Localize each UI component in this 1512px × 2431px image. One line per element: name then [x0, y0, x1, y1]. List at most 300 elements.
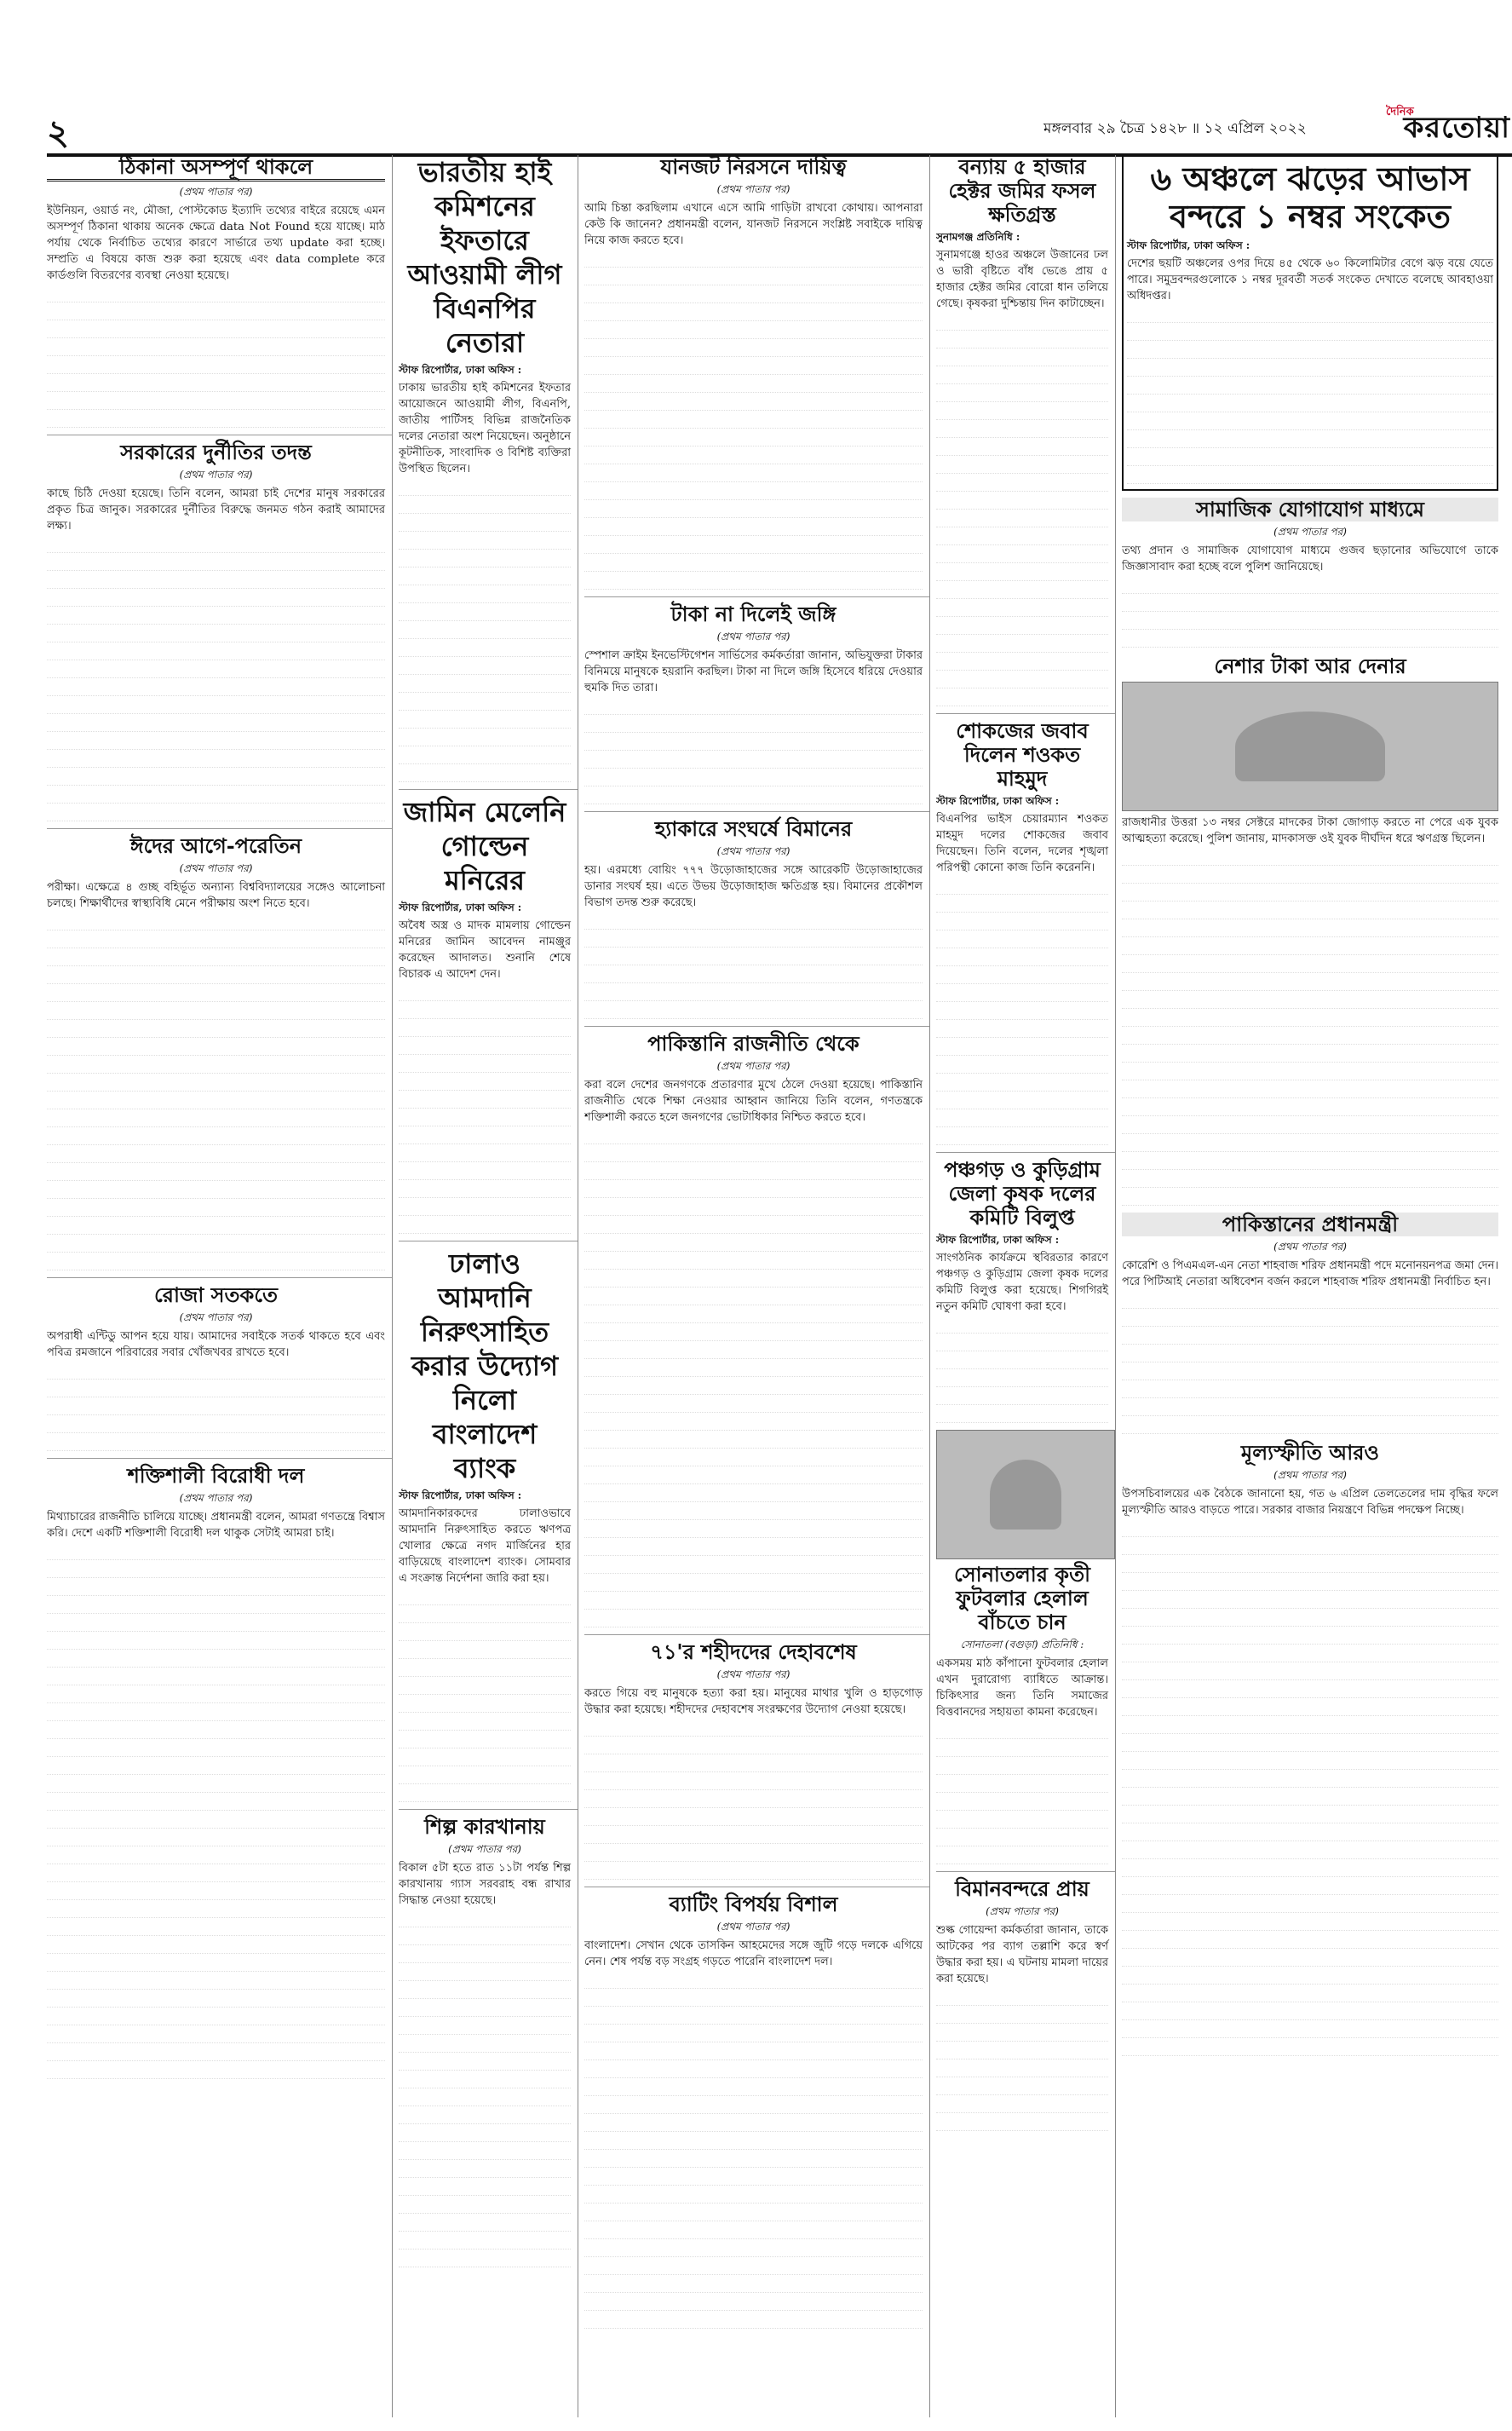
divider	[936, 1871, 1115, 1872]
text-line	[47, 1616, 385, 1632]
article-body: কোরেশি ও পিএমএল-এন নেতা শাহবাজ শরিফ প্রধানমন্ত্রী পদে মনোনয়নপত্র জমা দেন। পরে পিটিআই নেতারা অধিবেশন বর্জন করলে শাহবাজ শরিফ প্রধানমন্ত্রী নির্বাচিত হন।	[1122, 1259, 1498, 1288]
text-line	[47, 1236, 385, 1253]
text-line	[936, 896, 1108, 913]
text-line	[399, 1003, 571, 1019]
text-line	[1122, 850, 1498, 866]
text-line	[584, 1522, 923, 1538]
text-line	[584, 2205, 923, 2221]
text-line	[47, 1991, 385, 2008]
article-title: পাকিস্তানি রাজনীতি থেকে	[647, 1031, 859, 1056]
article	[399, 1815, 571, 2267]
text-line	[47, 2027, 385, 2043]
text-line	[47, 1598, 385, 1614]
text-line	[584, 1792, 923, 1808]
article-title: সামাজিক যোগাযোগ মাধ্যমে	[1122, 498, 1498, 521]
text-line	[584, 1593, 923, 1610]
text-line	[399, 2001, 571, 2017]
text-line	[936, 672, 1108, 688]
text-line	[936, 314, 1108, 331]
article-title: শোকজের জবাব দিলেন শওকত মাহমুদ	[956, 718, 1089, 791]
text-line	[399, 2019, 571, 2035]
text-line	[1122, 1897, 1498, 1913]
text-line	[47, 555, 385, 571]
article-title: শক্তিশালী বিরোধী দল	[127, 1463, 305, 1488]
text-line	[47, 1920, 385, 1936]
text-line	[584, 1182, 923, 1198]
text-line	[936, 1371, 1108, 1387]
text-line	[584, 377, 923, 393]
text-line	[47, 716, 385, 732]
text-line	[47, 394, 385, 410]
text-line	[399, 1057, 571, 1073]
article-body: ঢাকায় ভারতীয় হাই কমিশনের ইফতার আয়োজনে আওয়ামী লীগ, বিএনপি, জাতীয় পার্টিসহ বিভিন্ন রাজনৈতিক দলের নেতারা অংশ নিয়েছেন। অনুষ্ঠানে কূটনীতিক, সাংবাদিক ও বিশিষ্ট ব্যক্তিরা উপস্থিত ছিলেন।	[399, 382, 571, 475]
text-line	[399, 1589, 571, 1605]
text-line	[1122, 867, 1498, 884]
text-line	[1122, 1843, 1498, 1859]
divider	[936, 1152, 1115, 1153]
text-line	[1127, 468, 1493, 484]
text-line	[936, 440, 1108, 456]
text-line	[47, 950, 385, 966]
text-line	[936, 1848, 1108, 1864]
text-line	[47, 412, 385, 428]
text-line	[1122, 2004, 1498, 2020]
article	[584, 1892, 923, 2329]
article	[399, 1247, 571, 1802]
text-line	[47, 1218, 385, 1235]
text-line	[47, 680, 385, 696]
text-line	[47, 304, 385, 320]
text-line	[1122, 1718, 1498, 1734]
article-title: টাকা না দিলেই জঙ্গি	[670, 602, 836, 626]
article-title: মূল্যস্ফীতি আরও	[1240, 1440, 1380, 1465]
text-line	[584, 1828, 923, 1844]
text-line	[936, 475, 1108, 492]
text-line	[47, 1705, 385, 1721]
text-line	[1122, 1118, 1498, 1134]
text-line	[936, 1353, 1108, 1369]
text-line	[584, 538, 923, 554]
article	[584, 1032, 923, 1627]
article-body: ইউনিয়ন, ওয়ার্ড নং, মৌজা, পোস্টকোড ইত্যাদি তথ্যের বাইরে রয়েছে এমন অসম্পূর্ণ ঠিকানা থাকায় অনেক ক্ষেত্রে data Not Found হয়ে যাচ্ছে। মাঠ পর্যায় থেকে নির্বাচিত তথ্যের কারণে সার্ভারে তথ্য update করা হচ্ছে। সম্প্রতি এ বিষয়ে কাজ শুরু করা হয়েছে এবং data complete করে কার্ডগুলি বিতরণের ব্যবস্থা নেওয়া হয়েছে।	[47, 205, 385, 282]
text-line	[399, 480, 571, 496]
article	[936, 155, 1108, 706]
article-continuation: (প্রথম পাতার পর)	[716, 183, 790, 195]
text-line	[936, 1759, 1108, 1775]
text-line	[584, 770, 923, 786]
article-body: বাংলাদেশ। সেখান থেকে তাসকিন আহমেদের সঙ্গে জুটি গড়ে দলকে এগিয়ে নেন। শেষ পর্যন্ত বড় সংগ্রহ গড়তে পারেনি বাংলাদেশ দল।	[584, 1939, 923, 1968]
article	[1122, 1441, 1498, 2056]
article-body: স্পেশাল ক্রাইম ইনভেস্টিগেশন সার্ভিসের কর্মকর্তারা জানান, অভিযুক্তরা টাকার বিনিময়ে মানুষকে হয়রানি করছিল। টাকা না দিলে জঙ্গি হিসেবে ধরিয়ে দেওয়ার হুমকি দিত তারা।	[584, 649, 923, 694]
article-title: ঈদের আগে-পরেতিন	[129, 833, 302, 858]
text-line	[1122, 1364, 1498, 1380]
text-line	[399, 730, 571, 746]
text-line	[584, 359, 923, 375]
text-line	[47, 376, 385, 392]
article	[47, 155, 385, 428]
text-line	[584, 466, 923, 482]
text-line	[1122, 1172, 1498, 1188]
text-line	[47, 1417, 385, 1433]
text-line	[47, 608, 385, 625]
text-line	[584, 1468, 923, 1484]
article	[1122, 1213, 1498, 1434]
text-line	[47, 1956, 385, 1972]
article	[399, 795, 571, 1234]
text-line	[1122, 1950, 1498, 1967]
text-line	[584, 913, 923, 930]
text-line	[584, 2062, 923, 2078]
text-line	[1122, 1861, 1498, 1877]
text-line	[936, 1389, 1108, 1405]
article	[47, 1464, 385, 2079]
article	[584, 1640, 923, 1880]
text-line	[1122, 1789, 1498, 1806]
text-line	[936, 2079, 1108, 2095]
text-line	[399, 1786, 571, 1802]
text-line	[47, 1741, 385, 1757]
text-line	[584, 2295, 923, 2311]
divider	[584, 811, 929, 812]
text-line	[584, 1774, 923, 1790]
logo-text: করতোয়া	[1403, 111, 1510, 145]
text-line	[584, 1164, 923, 1180]
divider	[399, 1809, 578, 1810]
text-line	[47, 1201, 385, 1217]
text-line	[936, 914, 1108, 930]
text-line	[936, 1830, 1108, 1846]
divider	[47, 828, 392, 829]
article-title: জামিন মেলেনি গোল্ডেন মনিরের	[403, 796, 566, 896]
article-title: শিল্প কারখানায়	[424, 1814, 545, 1839]
text-line	[47, 1723, 385, 1739]
text-line	[47, 1057, 385, 1074]
text-line	[584, 752, 923, 769]
text-line	[584, 1325, 923, 1341]
text-line	[399, 1911, 571, 1927]
article	[47, 1283, 385, 1451]
article-title: হ্যাকারে সংঘর্ষে বিমানের	[654, 816, 853, 841]
text-line	[936, 1057, 1108, 1074]
text-line	[47, 698, 385, 714]
text-line	[584, 1846, 923, 1862]
text-line	[584, 2008, 923, 2025]
text-line	[936, 2043, 1108, 2059]
text-line	[399, 712, 571, 729]
text-line	[47, 1973, 385, 1990]
text-line	[584, 1576, 923, 1592]
text-line	[1122, 1700, 1498, 1716]
text-line	[584, 1271, 923, 1288]
page-header	[47, 101, 1512, 157]
text-line	[584, 985, 923, 1001]
text-line	[936, 2008, 1108, 2024]
article-byline: স্টাফ রিপোর্টার, ঢাকা অফিস :	[1127, 239, 1250, 251]
text-line	[936, 1129, 1108, 1145]
text-line	[584, 1738, 923, 1754]
text-line	[47, 805, 385, 821]
article-continuation: (প্রথম পাতার পর)	[179, 469, 253, 481]
text-line	[47, 1759, 385, 1775]
person-icon	[1235, 711, 1385, 782]
text-line	[584, 1558, 923, 1574]
text-line	[1122, 1986, 1498, 2002]
text-line	[399, 1021, 571, 1037]
text-line	[584, 430, 923, 446]
article	[936, 1563, 1108, 1864]
text-line	[399, 1768, 571, 1784]
article-body: অপরাধী এন্টিডু আপন হয়ে যায়। আমাদের সবাইকে সতর্ক থাকতে হবে এবং পবিত্র রমজানে পরিবারের সবার খোঁজখবর রাখতে হবে।	[47, 1330, 385, 1359]
article-byline: সুনামগঞ্জ প্রতিনিধি :	[936, 231, 1020, 243]
text-line	[47, 1687, 385, 1703]
article-body: সাংগঠনিক কার্যক্রমে স্থবিরতার কারণে পঞ্চগড় ও কুড়িগ্রাম জেলা কৃষক দলের কমিটি বিলুপ্ত করা হয়েছে। শিগগিরই নতুন কমিটি ঘোষণা করা হবে।	[936, 1252, 1108, 1313]
divider	[47, 1458, 392, 1459]
text-line	[47, 1165, 385, 1181]
text-line	[1122, 1593, 1498, 1609]
text-line	[936, 950, 1108, 966]
text-line	[584, 520, 923, 536]
text-line	[584, 1218, 923, 1234]
article-body: মিথ্যাচারের রাজনীতি চালিয়ে যাচ্ছে। প্রধানমন্ত্রী বলেন, আমরা গণতন্ত্রে বিশ্বাস করি। দেশে একটি শক্তিশালী বিরোধী দল থাকুক সেটাই আমরা চাই।	[47, 1511, 385, 1540]
text-line	[399, 2072, 571, 2088]
text-line	[399, 748, 571, 764]
text-line	[584, 502, 923, 518]
text-line	[1122, 1539, 1498, 1555]
text-line	[1122, 1382, 1498, 1398]
text-line	[936, 511, 1108, 527]
text-line	[47, 573, 385, 589]
text-line	[936, 422, 1108, 438]
text-line	[1127, 307, 1493, 323]
article-body: আমি চিন্তা করছিলাম এখানে এসে আমি গাড়িটা রাখবো কোথায়। আপনারা কেউ কি জানেন? প্রধানমন্ত্রী বলেন, যানজট নিরসনে সংশ্লিষ্ট সবাইকে দায়িত্ব নিয়ে কাজ করতে হবে।	[584, 202, 923, 247]
text-line	[399, 1607, 571, 1623]
text-line	[584, 788, 923, 804]
text-line	[584, 949, 923, 965]
text-line	[399, 1947, 571, 1963]
text-line	[584, 1810, 923, 1826]
text-line	[1122, 1682, 1498, 1698]
column-4	[936, 155, 1116, 2417]
text-line	[399, 498, 571, 514]
text-line	[47, 1866, 385, 1882]
text-line	[399, 2036, 571, 2053]
text-line	[1122, 1879, 1498, 1895]
text-line	[1122, 903, 1498, 919]
text-line	[1122, 1064, 1498, 1080]
divider	[936, 713, 1115, 714]
text-line	[399, 2144, 571, 2160]
text-line	[1127, 378, 1493, 395]
article-body: অবৈধ অস্ত্র ও মাদক মামলায় গোল্ডেন মনিরের জামিন আবেদন নামঞ্জুর করেছেন আদালত। শুনানি শেষে বিচারক এ আদেশ দেন।	[399, 919, 571, 981]
text-line	[399, 2233, 571, 2250]
article-body: করতে গিয়ে বহু মানুষকে হত্যা করা হয়। মানুষের মাথার খুলি ও হাড়গোড় উদ্ধার করা হয়েছে। শহীদদের দেহাবশেষ সংরক্ষণের উদ্যোগ নেওয়া হয়েছে।	[584, 1687, 923, 1716]
text-line	[936, 2061, 1108, 2077]
text-line	[399, 1039, 571, 1055]
text-line	[399, 677, 571, 693]
article-body: কাছে চিঠি দেওয়া হয়েছে। তিনি বলেন, আমরা চাই দেশের মানুষ সরকারের প্রকৃত চিত্র জানুক। সরকারের দুর্নীতির বিরুদ্ধে জনমত গঠন করাই আমাদের লক্ষ্য।	[47, 487, 385, 533]
portrait-photo	[936, 1430, 1115, 1559]
text-line	[584, 2259, 923, 2275]
text-line	[584, 1990, 923, 2007]
text-line	[1127, 360, 1493, 377]
text-line	[399, 516, 571, 532]
text-line	[1122, 578, 1498, 594]
text-line	[584, 1450, 923, 1466]
text-line	[399, 2108, 571, 2124]
text-line	[584, 1414, 923, 1431]
text-line	[399, 1110, 571, 1126]
article-continuation: (প্রথম পাতার পর)	[179, 1492, 253, 1504]
article-byline: স্টাফ রিপোর্টার, ঢাকা অফিস :	[936, 795, 1060, 807]
article-continuation: (প্রথম পাতার পর)	[986, 1905, 1059, 1917]
text-line	[584, 717, 923, 733]
article-continuation: (প্রথম পাতার পর)	[1273, 1241, 1347, 1253]
text-line	[399, 2180, 571, 2196]
text-line	[584, 448, 923, 464]
text-line	[399, 569, 571, 585]
text-line	[1122, 1557, 1498, 1573]
text-line	[584, 1307, 923, 1323]
news-photo	[1122, 682, 1498, 811]
text-line	[399, 694, 571, 711]
article-body: উপসচিবালয়ের এক বৈঠকে জানানো হয়, গত ৬ এপ্রিল তেলতেলের দাম বৃদ্ধির ফলে মূল্যস্ফীতি আরও বাড়তে পারে। সরকার বাজার নিয়ন্ত্রণে বিভিন্ন পদক্ষেপ নিচ্ছে।	[1122, 1488, 1498, 1517]
text-line	[584, 1540, 923, 1556]
text-line	[47, 626, 385, 642]
person-icon	[990, 1460, 1061, 1530]
text-line	[584, 2169, 923, 2186]
text-line	[584, 1200, 923, 1216]
text-line	[584, 1361, 923, 1377]
column-2	[399, 155, 578, 2417]
text-line	[399, 1092, 571, 1109]
article-continuation: (প্রথম পাতার পর)	[716, 1668, 790, 1680]
text-line	[399, 1182, 571, 1198]
text-line	[399, 766, 571, 782]
text-line	[1122, 1100, 1498, 1116]
text-line	[584, 2044, 923, 2060]
text-line	[936, 493, 1108, 510]
text-line	[47, 986, 385, 1002]
divider	[584, 1026, 929, 1027]
text-line	[399, 1200, 571, 1216]
text-line	[936, 2097, 1108, 2113]
text-line	[936, 1723, 1108, 1739]
text-line	[47, 734, 385, 750]
text-line	[47, 322, 385, 338]
text-line	[47, 1435, 385, 1451]
text-line	[399, 2251, 571, 2267]
text-line	[936, 565, 1108, 581]
text-line	[936, 332, 1108, 349]
text-line	[584, 2080, 923, 2096]
article-body: পরীক্ষা। এক্ষেত্রে ৪ গুচ্ছ বহির্ভূত অন্যান্য বিশ্ববিদ্যালয়ের সঙ্গেও আলোচনা চলছে। শিক্ষার্থীদের স্বাস্থ্যবিধি মেনে পরীক্ষায় অংশ নিতে হবে।	[47, 881, 385, 910]
text-line	[1122, 1311, 1498, 1327]
text-line	[936, 458, 1108, 474]
text-line	[1122, 993, 1498, 1009]
text-line	[936, 1111, 1108, 1127]
text-line	[1122, 631, 1498, 648]
text-line	[399, 605, 571, 621]
text-line	[1122, 1346, 1498, 1362]
text-line	[936, 1022, 1108, 1038]
text-line	[584, 395, 923, 411]
text-line	[1122, 1646, 1498, 1662]
text-line	[1122, 975, 1498, 991]
article-title: বন্যায় ৫ হাজার হেক্টর জমির ফসল ক্ষতিগ্রস্ত	[948, 155, 1096, 227]
text-line	[47, 1022, 385, 1038]
text-line	[47, 537, 385, 553]
text-line	[399, 1164, 571, 1180]
divider	[399, 789, 578, 790]
logo-small-text: দৈনিক	[1386, 106, 1414, 118]
article-title: ঢালাও আমদানি নিরুৎসাহিত করার উদ্যোগ নিলো বাংলাদেশ ব্যাংক	[411, 1247, 559, 1484]
text-line	[936, 637, 1108, 653]
article-body: করা বলে দেশের জনগণকে প্রতারণার মুখে ঠেলে দেওয়া হয়েছে। পাকিস্তানি রাজনীতি থেকে শিক্ষা নেওয়ার আহ্বান জানিয়ে তিনি বলেন, গণতন্ত্রকে শক্তিশালী করতে হলে জনগণের ভোটাধিকার নিশ্চিত করতে হবে।	[584, 1079, 923, 1124]
text-line	[1122, 1825, 1498, 1841]
divider	[47, 1277, 392, 1278]
text-line	[47, 1544, 385, 1560]
text-line	[47, 340, 385, 356]
text-line	[1122, 1968, 1498, 1985]
text-line	[47, 1562, 385, 1578]
text-line	[399, 1218, 571, 1234]
text-line	[1122, 614, 1498, 630]
text-line	[47, 1830, 385, 1846]
article	[47, 441, 385, 821]
article	[936, 1158, 1108, 1423]
text-line	[47, 1580, 385, 1596]
text-line	[1122, 1328, 1498, 1345]
text-line	[584, 2026, 923, 2042]
page-number: ২	[47, 112, 70, 153]
text-line	[47, 1381, 385, 1397]
text-line	[47, 590, 385, 607]
article-title: সরকারের দুর্নীতির তদন্ত	[120, 440, 312, 464]
text-line	[584, 484, 923, 500]
text-line	[936, 1990, 1108, 2006]
text-line	[936, 529, 1108, 545]
article-continuation: (প্রথম পাতার পর)	[1273, 1469, 1347, 1481]
text-line	[936, 2115, 1108, 2131]
article	[936, 1877, 1108, 2131]
text-line	[399, 985, 571, 1001]
article-body: আমদানিকারকদের ঢালাওভাবে আমদানি নিরুৎসাহিত করতে ঋণপত্র খোলার ক্ষেত্রে নগদ মার্জিনের হার বাড়িয়েছে বাংলাদেশ ব্যাংক। সোমবার এ সংক্রান্ত নির্দেশনা জারি করা হয়।	[399, 1507, 571, 1585]
text-line	[399, 2215, 571, 2232]
text-line	[584, 2116, 923, 2132]
masthead-logo	[1384, 101, 1512, 147]
text-line	[399, 659, 571, 675]
text-line	[399, 1929, 571, 1945]
article-continuation: (প্রথম পাতার পর)	[716, 1921, 790, 1933]
article-body: বিএনপির ভাইস চেয়ারম্যান শওকত মাহমুদ দলের শোকজের জবাব দিয়েছেন। তিনি বলেন, দলের শৃঙ্খলা পরিপন্থী কোনো কাজ তিনি করেননি।	[936, 813, 1108, 874]
article	[47, 834, 385, 1270]
text-line	[584, 1720, 923, 1737]
text-line	[47, 1651, 385, 1668]
text-line	[936, 1004, 1108, 1020]
text-line	[1127, 343, 1493, 359]
text-line	[936, 386, 1108, 402]
text-line	[1122, 921, 1498, 937]
text-line	[399, 2162, 571, 2178]
text-line	[1122, 1807, 1498, 1823]
text-line	[47, 1040, 385, 1056]
text-line	[399, 1679, 571, 1695]
text-line	[584, 1289, 923, 1305]
text-line	[584, 2098, 923, 2114]
text-line	[1122, 1754, 1498, 1770]
text-line	[47, 968, 385, 984]
article-title: সোনাতলার কৃতী ফুটবলার হেলাল বাঁচতে চান	[954, 1562, 1090, 1634]
